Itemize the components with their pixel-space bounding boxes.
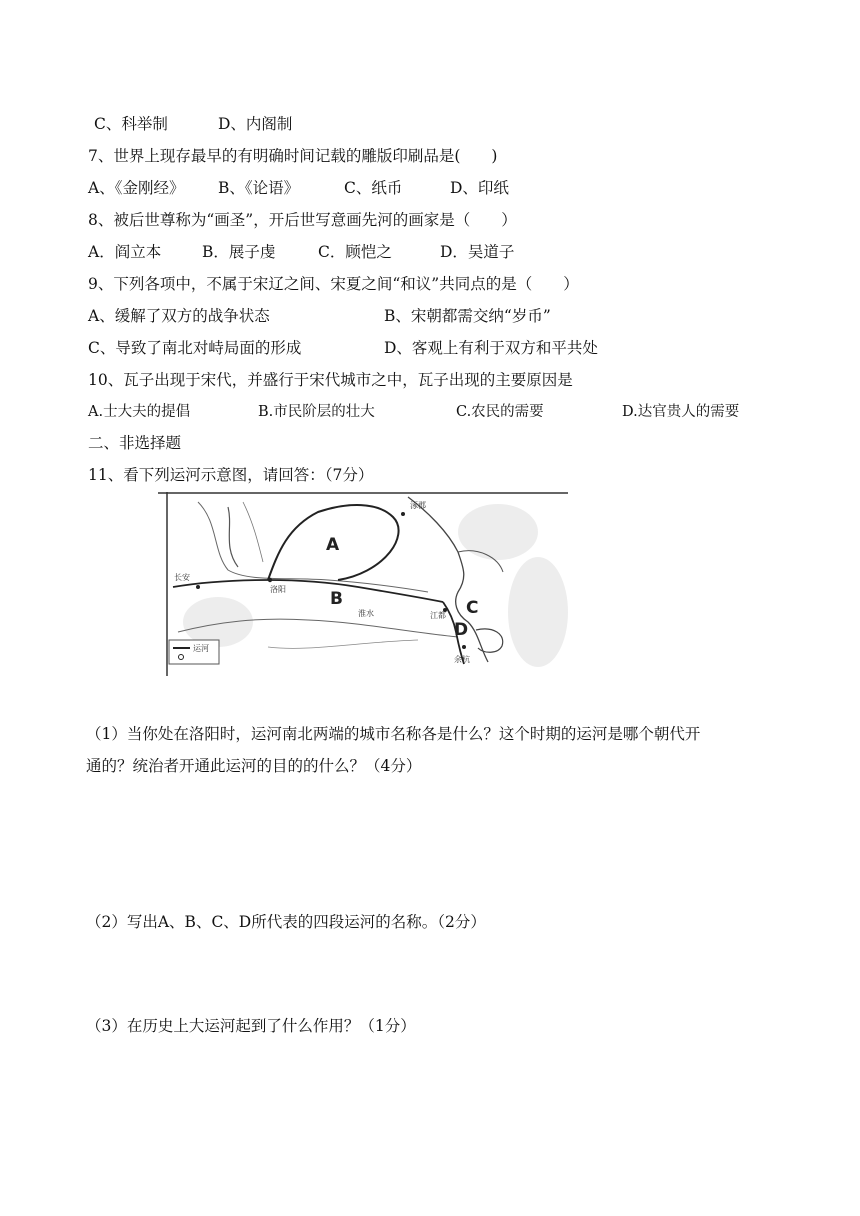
map-place-zhuojun: 涿郡 [410,501,426,510]
option-d-prev: D、内阁制 [218,115,293,133]
map-place-huaishui: 淮水 [358,609,374,618]
q8-option-a: A．阎立本 [88,243,162,261]
q7-option-c: C、纸币 [344,179,403,197]
question-11-stem: 11、看下列运河示意图，请回答：（7分） [88,466,374,484]
q9-option-c: C、导致了南北对峙局面的形成 [88,339,302,357]
q10-option-b: B.市民阶层的壮大 [258,404,375,420]
map-legend [169,640,219,664]
q11-sub2: （2）写出A、B、C、D所代表的四段运河的名称。（2分） [86,913,486,931]
map-place-changan: 长安 [174,573,190,582]
q10-option-a: A.士大夫的提倡 [88,404,191,420]
map-label-c: C [466,598,479,618]
q7-option-d: D、印纸 [450,179,509,197]
q8-option-d: D．吴道子 [440,243,515,261]
q11-sub1-line1: （1）当你处在洛阳时，运河南北两端的城市名称各是什么？这个时期的运河是哪个朝代开 [86,725,701,743]
map-label-a: A [326,535,340,555]
q11-sub1-line2: 通的？统治者开通此运河的目的的什么？（4分） [86,757,422,775]
q8-option-b: B．展子虔 [202,243,276,261]
canal-map [158,492,568,676]
q11-sub3: （3）在历史上大运河起到了什么作用？（1分） [86,1017,416,1035]
map-place-luoyang: 洛阳 [270,585,286,594]
question-8-stem: 8、被后世尊称为“画圣”，开后世写意画先河的画家是（ ） [88,211,517,229]
q9-option-a: A、缓解了双方的战争状态 [88,307,270,325]
q9-option-b: B、宋朝都需交纳“岁币” [384,307,551,325]
legend-label: 运河 [193,644,209,653]
map-place-yuhang: 余杭 [454,655,470,664]
map-place-jiangdu: 江都 [430,611,446,620]
q9-option-d: D、客观上有利于双方和平共处 [384,339,598,357]
q11-sub1 [86,718,786,782]
q10-option-c: C.农民的需要 [456,404,544,420]
section-2-heading: 二、非选择题 [88,434,182,452]
question-7-stem: 7、世界上现存最早的有明确时间记载的雕版印刷品是( ) [88,147,498,165]
map-label-b: B [330,589,343,609]
option-c-prev: C、科举制 [94,115,168,133]
q7-option-a: A、《金刚经》 [88,179,185,197]
question-9-stem: 9、下列各项中，不属于宋辽之间、宋夏之间“和议”共同点的是（ ） [88,275,579,293]
q10-option-d: D.达官贵人的需要 [622,404,740,420]
q7-option-b: B、《论语》 [218,179,300,197]
map-label-d: D [454,620,469,640]
q8-option-c: C．顾恺之 [318,243,392,261]
question-10-stem: 10、瓦子出现于宋代，并盛行于宋代城市之中，瓦子出现的主要原因是 [88,371,573,389]
